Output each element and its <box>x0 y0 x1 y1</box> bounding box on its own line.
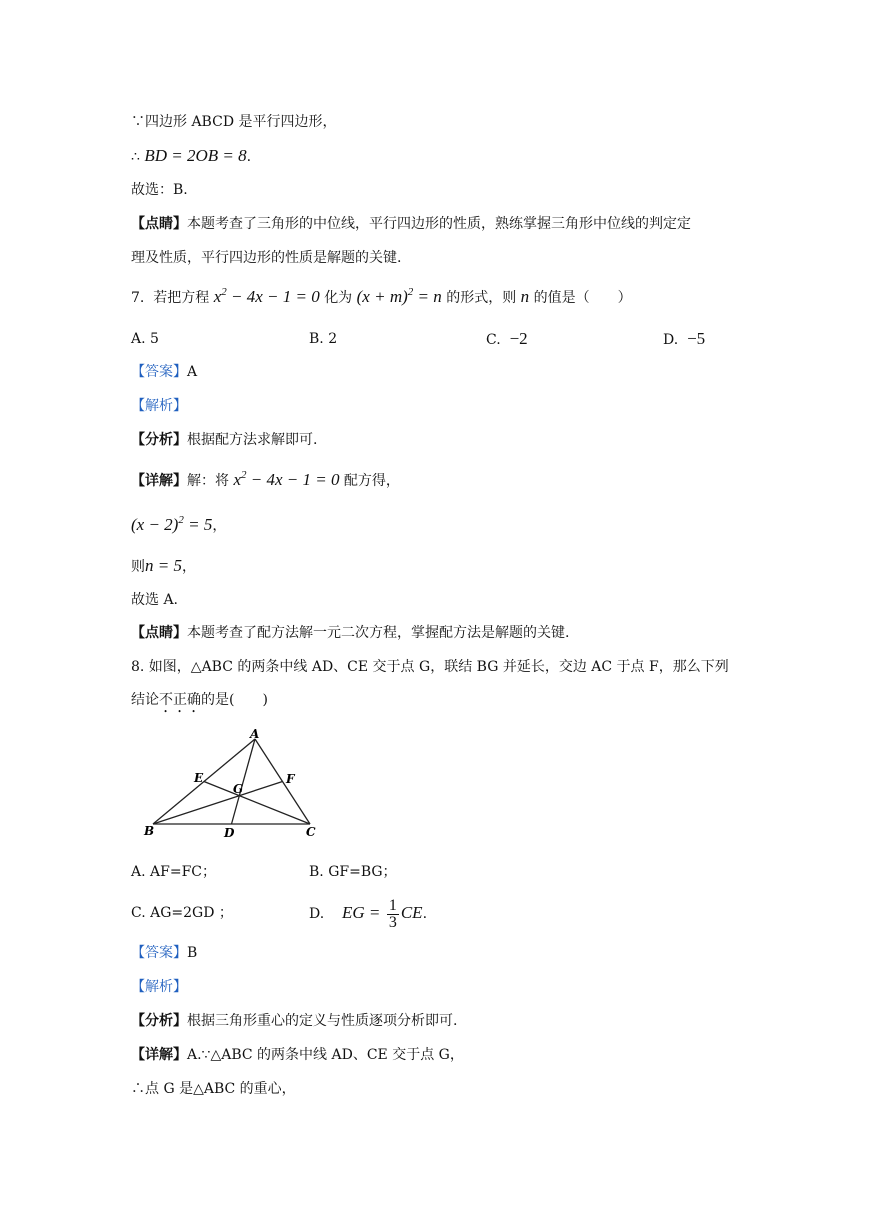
q7-dianjing: 【点睛】本题考查了配方法解一元二次方程，掌握配方法是解题的关键. <box>131 625 570 641</box>
q7-stem: 7. 若把方程 $x^2 - 4x - 1 = 0$ 化为 $(x + m)^2 = n$ 的形式，则 n 的值是（ ） <box>131 286 632 306</box>
prev-line-2: ∴ BD = 2OB = 8. <box>131 146 252 165</box>
label-d: D <box>224 826 235 840</box>
q7-answer: 【答案】A <box>131 364 198 380</box>
label-a: A <box>250 727 260 741</box>
q8-xiangjie: 【详解】A.∵△ABC 的两条中线 AD、CE 交于点 G， <box>131 1047 464 1063</box>
q8-analysis-tag: 【解析】 <box>131 979 187 995</box>
emphasis-text: 不正确 <box>159 692 201 708</box>
prev-line-1: ∵四边形 ABCD 是平行四边形， <box>131 114 337 130</box>
label-b: B <box>144 824 155 838</box>
label-g: G <box>233 782 244 796</box>
q7-option-c: C. −2 <box>486 329 528 348</box>
q7-choose: 故选 A. <box>131 592 179 608</box>
q7-step-1: $(x - 2)^2 = 5$， <box>131 514 227 534</box>
q7-option-b: B. 2 <box>309 331 338 347</box>
triangle-figure <box>140 727 330 842</box>
prev-line-4: 【点睛】本题考查了三角形的中位线，平行四边形的性质，熟练掌握三角形中位线的判定定 <box>131 216 691 232</box>
q8-option-d: D. EG = $\frac{1}{3}$ CE. <box>309 896 428 931</box>
q7-option-d: D. −5 <box>663 329 706 348</box>
label-c: C <box>306 825 316 839</box>
q8-answer: 【答案】B <box>131 945 198 961</box>
label-e: E <box>194 771 204 785</box>
q7-equation-1: $x^2 - 4x - 1 = 0$ <box>213 286 320 306</box>
q8-stem-line-1: 8. 如图，△ABC 的两条中线 AD、CE 交于点 G，联结 BG 并延长，交边 AC 于点 F，那么下列 <box>131 659 729 675</box>
q7-fenxi: 【分析】根据配方法求解即可. <box>131 432 318 448</box>
q7-option-a: A. 5 <box>131 331 159 347</box>
q8-stem-line-2: 结论不正确的是( ) <box>131 692 268 708</box>
median-ce <box>204 782 310 825</box>
median-bf <box>153 782 283 825</box>
q7-step-2: 则n = 5， <box>131 556 196 575</box>
fraction-one-third: $\frac{1}{3}$ <box>388 896 397 931</box>
dianjing-tag: 【点睛】 <box>131 216 187 232</box>
q8-option-c: C. AG=2GD ； <box>131 905 233 921</box>
q8-option-b: B. GF=BG； <box>309 864 397 880</box>
q7-xiangjie: 【详解】解：将 $x^2 - 4x - 1 = 0$ 配方得， <box>131 469 400 489</box>
bd-equation: BD = 2OB = 8 <box>144 146 247 165</box>
prev-line-3: 故选：B. <box>131 182 188 198</box>
q7-equation-2: $(x + m)^2 = n$ <box>356 286 442 306</box>
label-f: F <box>286 772 295 786</box>
q7-analysis-tag: 【解析】 <box>131 398 187 414</box>
q8-last-line: ∴点 G 是△ABC 的重心， <box>131 1081 296 1097</box>
prev-line-5: 理及性质，平行四边形的性质是解题的关键. <box>131 250 402 266</box>
q8-option-a: A. AF=FC； <box>131 864 216 880</box>
q8-fenxi: 【分析】根据三角形重心的定义与性质逐项分析即可. <box>131 1013 458 1029</box>
